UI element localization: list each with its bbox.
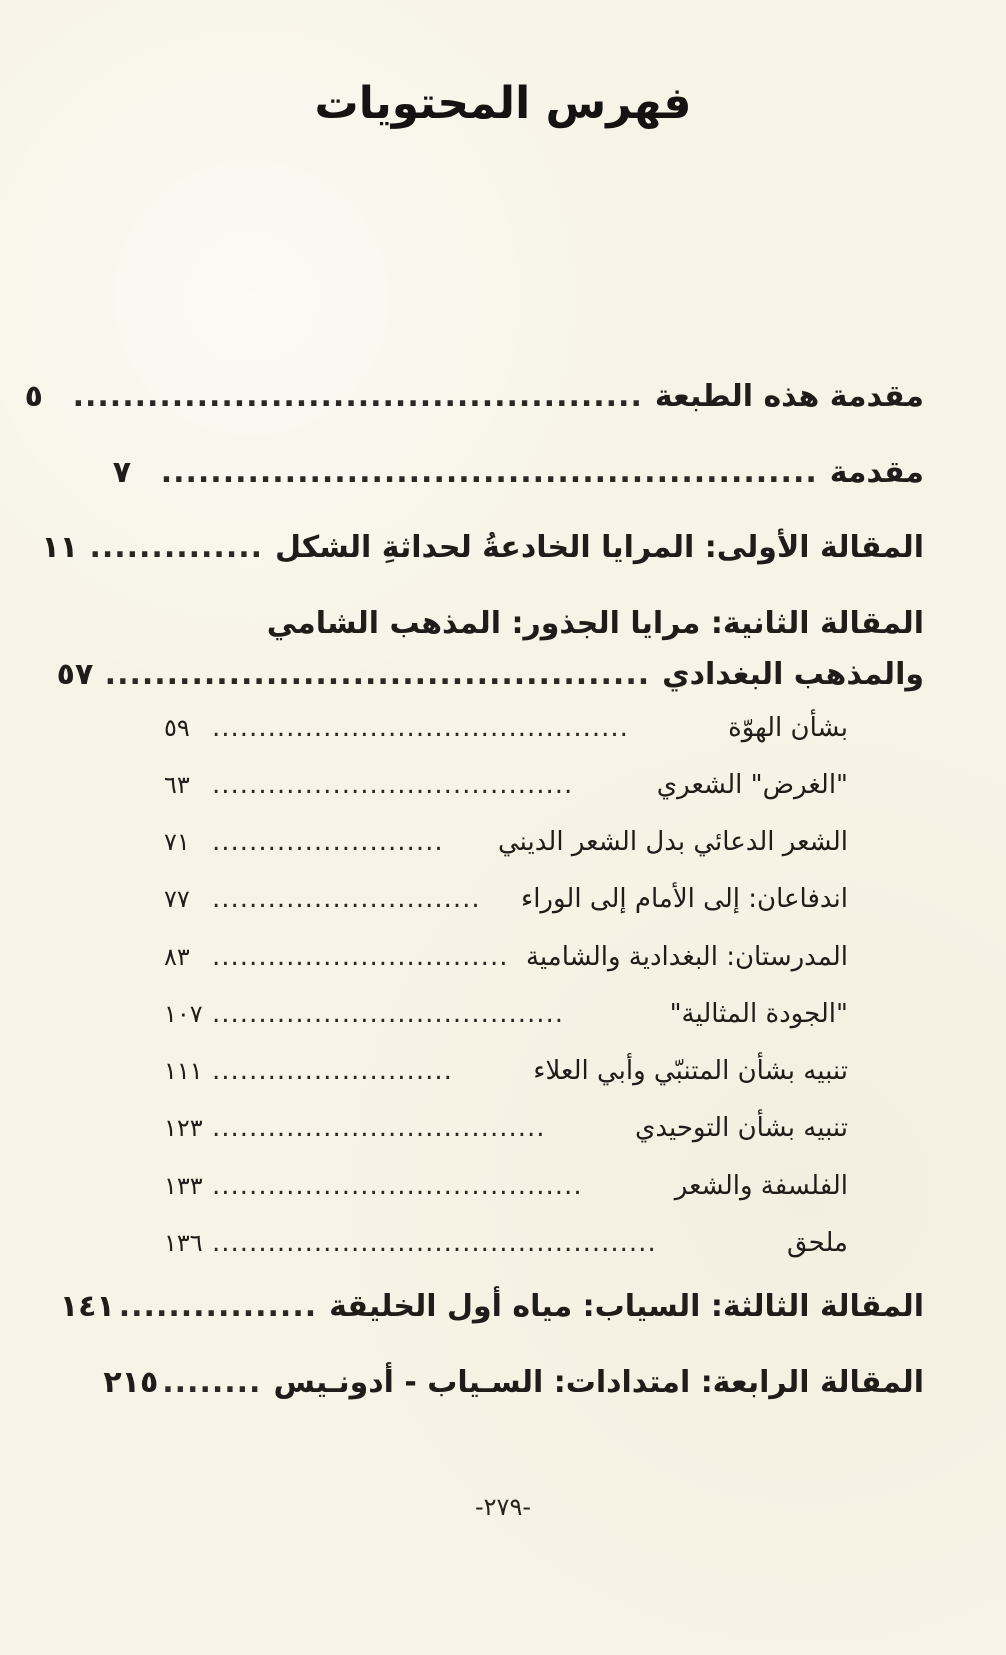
page-title: فهرس المحتويات bbox=[314, 78, 692, 129]
sub-entry-row bbox=[164, 1170, 848, 1203]
page-number: ٢١٥ bbox=[103, 1364, 159, 1400]
leader-dots: ................ bbox=[118, 1289, 318, 1325]
leader-dots: ....................................... bbox=[212, 769, 574, 800]
leader-dots: ..................................................... bbox=[160, 454, 818, 490]
leader-dots: ............................. bbox=[212, 884, 481, 915]
toc-entry-label-line-2: والمذهب البغدادي bbox=[662, 657, 924, 692]
sub-entry-row bbox=[164, 1112, 848, 1145]
leader-dots: ......................... bbox=[212, 827, 444, 858]
sub-entry-label: تنبيه بشأن التوحيدي bbox=[634, 1113, 848, 1144]
sub-entry-label: ملحق bbox=[786, 1227, 848, 1258]
toc-entry-first-essay bbox=[41, 529, 924, 567]
page-number: ٧١ bbox=[164, 828, 190, 857]
sub-entry-row bbox=[164, 998, 848, 1031]
toc-entry-second-essay-line-2 bbox=[56, 656, 924, 694]
leader-dots: .......................... bbox=[212, 1056, 453, 1087]
toc-entry-label: مقدمة هذه الطبعة bbox=[654, 379, 924, 414]
toc-entry-second-essay bbox=[56, 605, 924, 694]
page-number: ١١ bbox=[41, 530, 79, 565]
leader-dots: ............................................ bbox=[104, 657, 651, 692]
page-number: ٨٣ bbox=[164, 942, 190, 971]
sub-entry-row bbox=[164, 1055, 848, 1088]
page-number: ٥٩ bbox=[164, 713, 190, 742]
leader-dots: .................................... bbox=[212, 1113, 546, 1144]
toc-entry-fourth-essay bbox=[103, 1364, 924, 1402]
sub-entry-label: الفلسفة والشعر bbox=[674, 1170, 848, 1201]
toc-entry-label: المقالة الأولى: المرايا الخادعةُ لحداثةِ الشكل bbox=[275, 530, 924, 565]
page-number: ١٣٦ bbox=[164, 1228, 203, 1257]
page-number: ١٠٧ bbox=[164, 999, 203, 1028]
page-number: ٥٧ bbox=[56, 657, 94, 692]
sub-entry-row bbox=[164, 883, 848, 916]
page-number: ٥ bbox=[24, 379, 43, 414]
toc-entry-label: مقدمة bbox=[829, 454, 924, 490]
toc-entry-introduction-this-edition bbox=[24, 378, 924, 416]
sub-entry-row bbox=[164, 941, 848, 974]
page-number: ١١١ bbox=[164, 1057, 203, 1086]
sub-entry-list bbox=[164, 712, 848, 1261]
leader-dots: ................................ bbox=[212, 941, 509, 972]
page-folio: -٢٧٩- bbox=[474, 1493, 531, 1521]
sub-entry-row bbox=[164, 769, 848, 802]
leader-dots: ............................................. bbox=[212, 712, 629, 743]
sub-entry-label: "الغرض" الشعري bbox=[656, 769, 848, 800]
leader-dots: .............. bbox=[89, 530, 264, 565]
toc-entry-label: المقالة الرابعة: امتدادات: السـياب - أدونـيس bbox=[273, 1364, 924, 1400]
toc-entry-third-essay bbox=[59, 1288, 924, 1326]
toc-entry-introduction bbox=[112, 454, 924, 492]
page-number: ١٢٣ bbox=[164, 1114, 203, 1143]
page-number: ٦٣ bbox=[164, 770, 190, 799]
leader-dots: ........ bbox=[162, 1364, 262, 1400]
leader-dots: ........................................ bbox=[212, 1170, 583, 1201]
sub-entry-row bbox=[164, 712, 848, 745]
sub-entry-label: اندفاعان: إلى الأمام إلى الوراء bbox=[520, 884, 848, 915]
sub-entry-label: المدرستان: البغدادية والشامية bbox=[525, 941, 848, 972]
page-number: ١٤١ bbox=[59, 1289, 115, 1325]
page-number: ٧٧ bbox=[164, 885, 190, 914]
sub-entry-row bbox=[164, 1227, 848, 1260]
sub-entry-label: تنبيه بشأن المتنبّي وأبي العلاء bbox=[533, 1056, 848, 1087]
page-number: ٧ bbox=[112, 454, 132, 490]
leader-dots: ................................................ bbox=[212, 1227, 657, 1258]
table-of-contents bbox=[24, 378, 924, 1439]
sub-entry-label: الشعر الدعائي بدل الشعر الديني bbox=[498, 827, 848, 858]
toc-entry-label-line-1: المقالة الثانية: مرايا الجذور: المذهب الشامي bbox=[266, 605, 924, 641]
toc-entry-label: المقالة الثالثة: السياب: مياه أول الخليقة bbox=[329, 1289, 924, 1325]
sub-entry-row bbox=[164, 826, 848, 859]
sub-entry-label: بشأن الهوّة bbox=[728, 712, 848, 743]
leader-dots: .............................................. bbox=[72, 379, 643, 414]
leader-dots: ...................................... bbox=[212, 998, 565, 1029]
page-number: ١٣٣ bbox=[164, 1171, 203, 1200]
sub-entry-label: "الجودة المثالية" bbox=[669, 998, 848, 1029]
